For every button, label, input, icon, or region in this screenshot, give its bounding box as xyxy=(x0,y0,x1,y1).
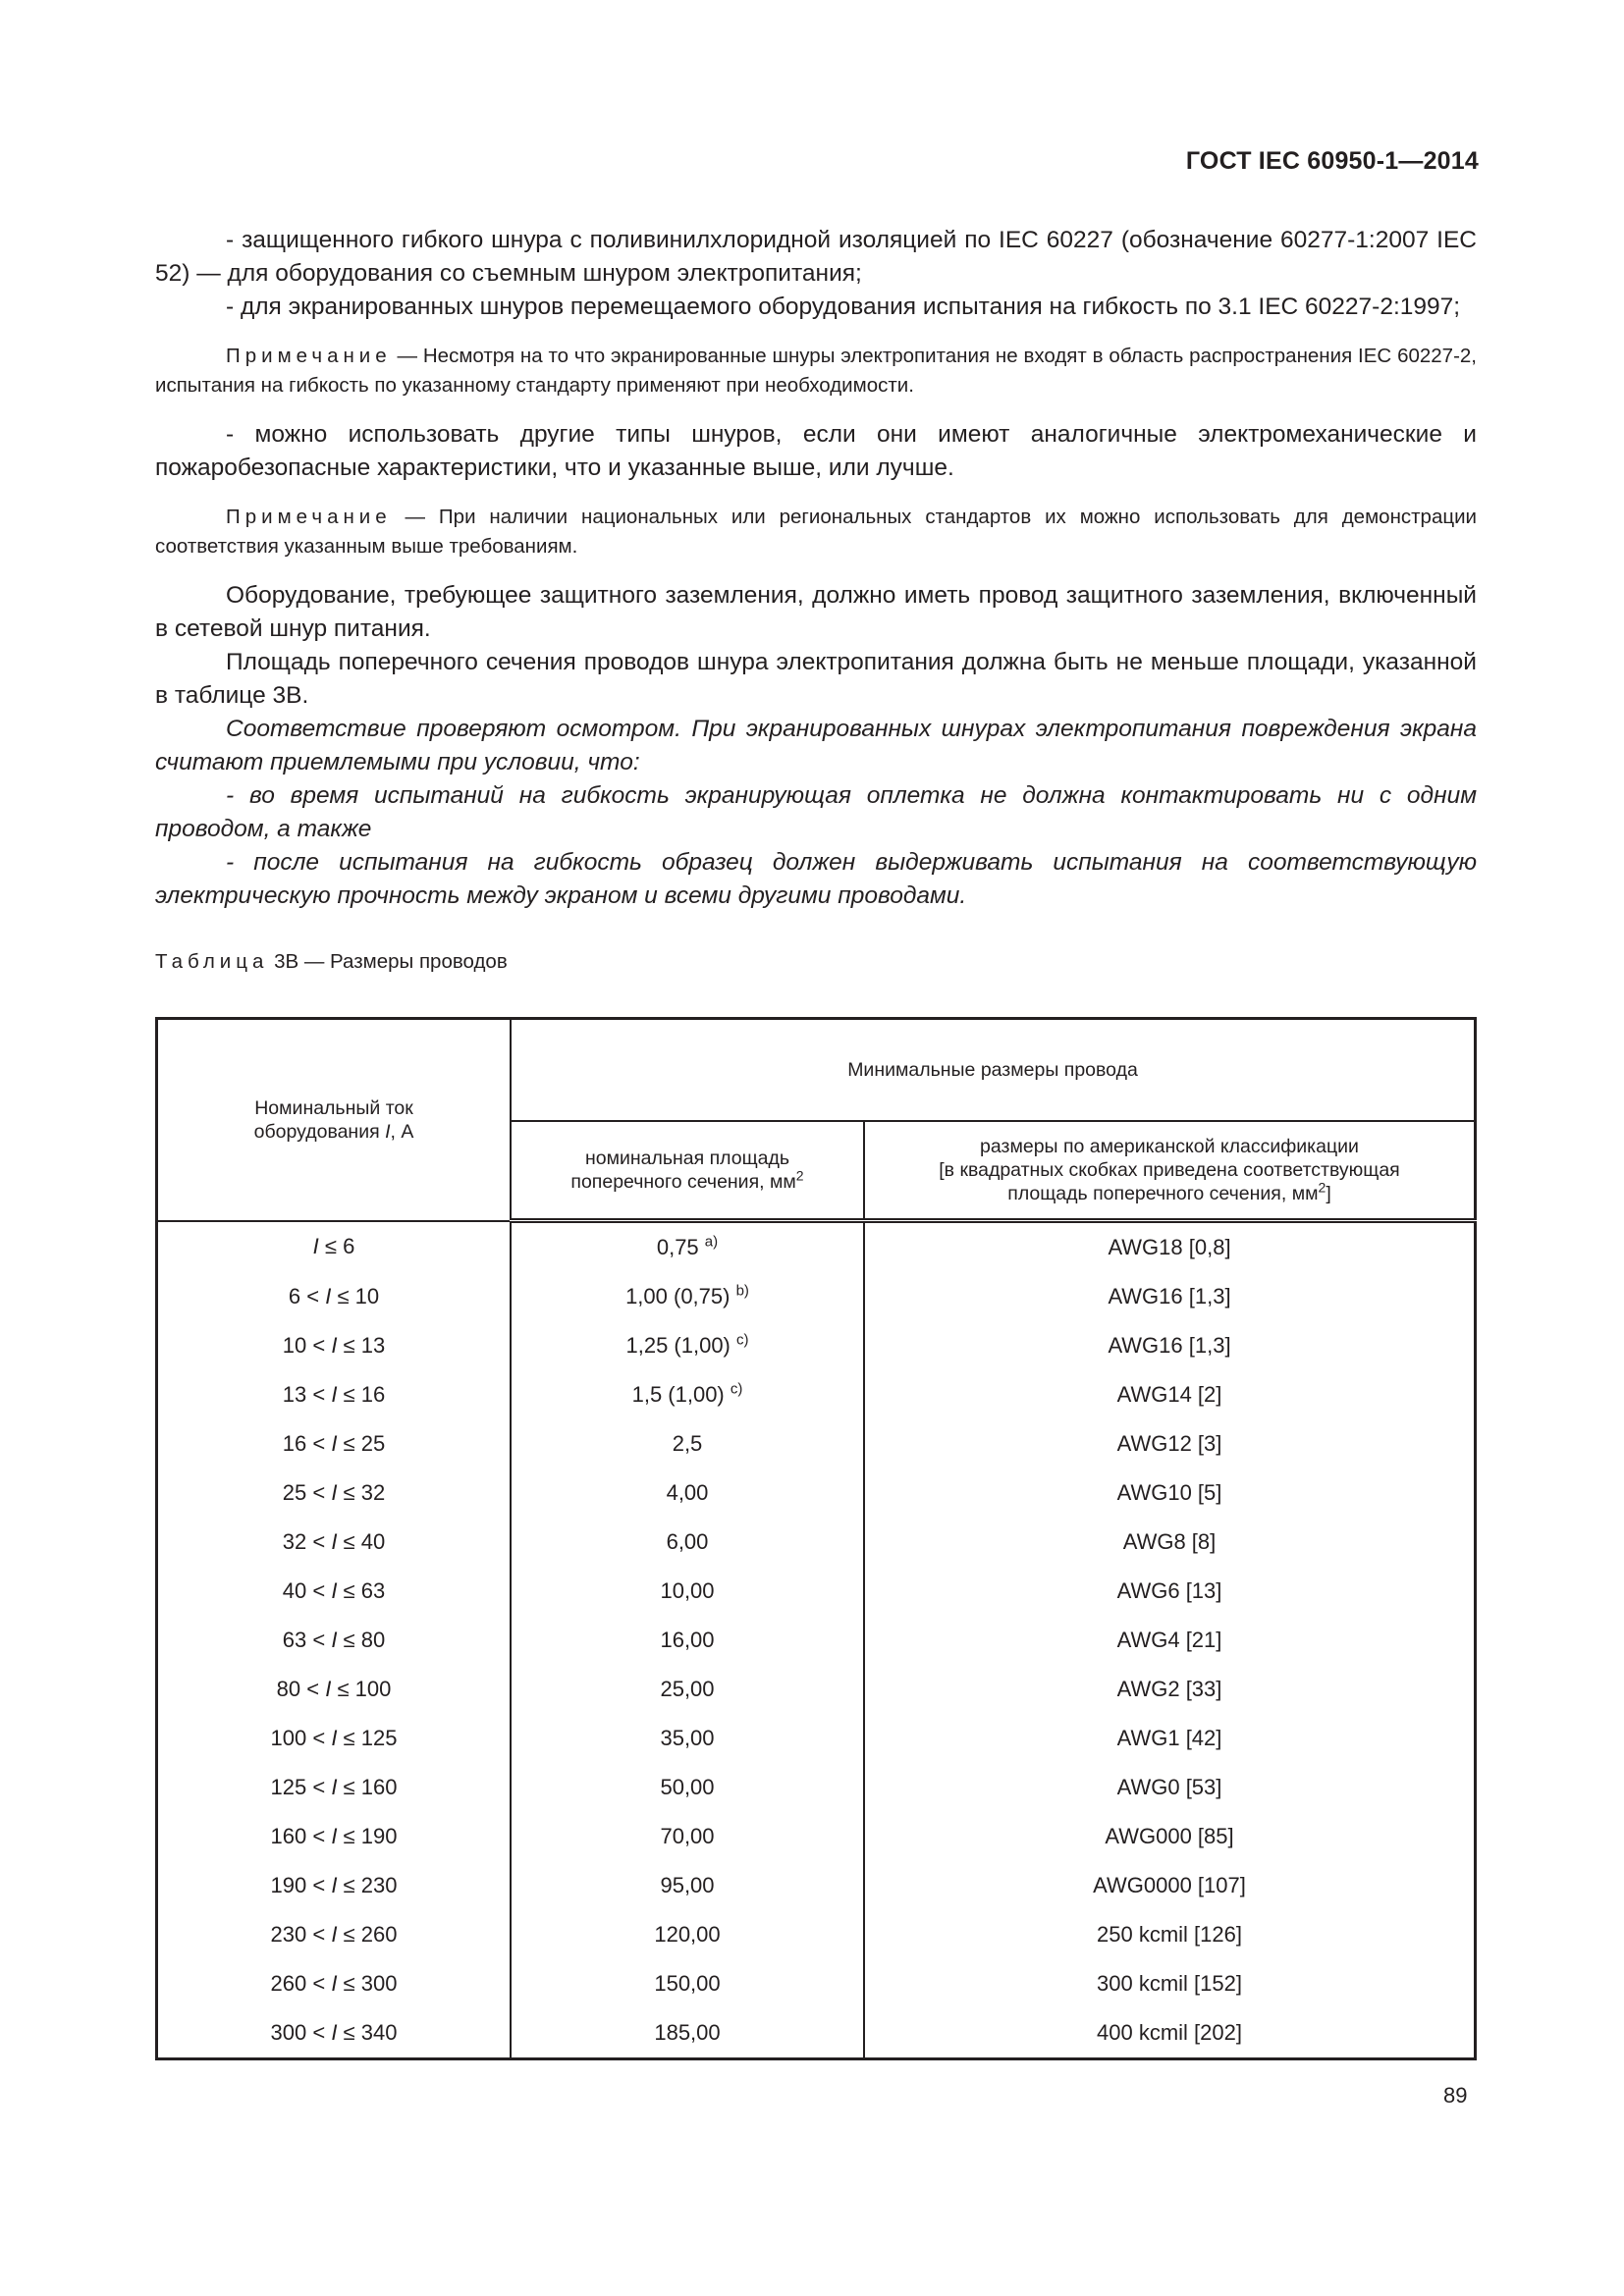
cell-nominal-area: 120,00 xyxy=(511,1910,864,1959)
cell-awg-size: AWG14 [2] xyxy=(864,1370,1476,1419)
note-text: — Несмотря на то что экранированные шнуры электропитания не входят в область распространения IEC 60227-2, испытания на гибкость по указанному стандарту применяют при необходимости. xyxy=(155,345,1477,397)
cell-awg-size: AWG16 [1,3] xyxy=(864,1272,1476,1321)
table-caption xyxy=(155,950,1477,974)
cell-current-range: 160 < I ≤ 190 xyxy=(157,1812,512,1861)
list-item-pvc-cord: - защищенного гибкого шнура с поливинилхлоридной изоляцией по IEC 60227 (обозначение 60277-1:2007 IEC 52) — для оборудования со съемным шнуром электропитания; xyxy=(155,227,1477,287)
note-2 xyxy=(155,503,1477,561)
cell-current-range: 125 < I ≤ 160 xyxy=(157,1763,512,1812)
cell-nominal-area: 70,00 xyxy=(511,1812,864,1861)
cell-nominal-area: 0,75 $^{a)}$ xyxy=(511,1221,864,1273)
note-text: — При наличии национальных или региональных стандартов их можно использовать для демонстрации соответствия указанным выше требованиям. xyxy=(155,506,1477,558)
document-header: ГОСТ IEC 60950-1—2014 xyxy=(1185,147,1479,175)
cell-nominal-area: 1,25 (1,00) $^{c)}$ xyxy=(511,1321,864,1370)
header-nominal-area: номинальная площадь поперечного сечения, $мм^2$ xyxy=(511,1121,864,1221)
cell-awg-size: AWG6 [13] xyxy=(864,1567,1476,1616)
cell-current-range: 40 < I ≤ 63 xyxy=(157,1567,512,1616)
cell-nominal-area: 2,5 xyxy=(511,1419,864,1468)
cell-awg-size: 250 kcmil [126] xyxy=(864,1910,1476,1959)
cell-nominal-area: 1,00 (0,75) $^{b)}$ xyxy=(511,1272,864,1321)
cell-awg-size: AWG10 [5] xyxy=(864,1468,1476,1518)
header-awg-sizes: размеры по американской классификации [в квадратных скобках приведена соответствующая площадь поперечного сечения, $мм^2$] xyxy=(864,1121,1476,1221)
cell-awg-size: AWG4 [21] xyxy=(864,1616,1476,1665)
header-rated-current: Номинальный ток оборудования I, А xyxy=(157,1019,512,1221)
table-row xyxy=(157,1567,1476,1616)
table-row xyxy=(157,1812,1476,1861)
table-row xyxy=(157,1714,1476,1763)
cell-current-range: 230 < I ≤ 260 xyxy=(157,1910,512,1959)
cell-awg-size: AWG000 [85] xyxy=(864,1812,1476,1861)
cell-nominal-area: 25,00 xyxy=(511,1665,864,1714)
compliance-paragraph: Соответствие проверяют осмотром. При экранированных шнурах электропитания повреждения экрана считают приемлемыми при условии, что: xyxy=(155,716,1477,775)
table-body xyxy=(157,1221,1476,2059)
cell-current-range: 6 < I ≤ 10 xyxy=(157,1272,512,1321)
cell-nominal-area: 95,00 xyxy=(511,1861,864,1910)
table-row xyxy=(157,1518,1476,1567)
table-row xyxy=(157,1763,1476,1812)
cell-awg-size: AWG12 [3] xyxy=(864,1419,1476,1468)
paragraph-cross-section: Площадь поперечного сечения проводов шнура электропитания должна быть не меньше площади, указанной в таблице 3В. xyxy=(155,649,1477,709)
cell-nominal-area: 150,00 xyxy=(511,1959,864,2008)
note-label: Примечание xyxy=(226,345,392,367)
page-body xyxy=(155,224,1477,974)
cell-current-range: 260 < I ≤ 300 xyxy=(157,1959,512,2008)
cell-nominal-area: 6,00 xyxy=(511,1518,864,1567)
compliance-item-2: - после испытания на гибкость образец должен выдерживать испытания на соответствующую электрическую прочность между экраном и всеми другими проводами. xyxy=(155,849,1477,909)
cell-awg-size: AWG18 [0,8] xyxy=(864,1221,1476,1273)
cell-current-range: 300 < I ≤ 340 xyxy=(157,2008,512,2059)
note-1 xyxy=(155,342,1477,400)
cell-current-range: 63 < I ≤ 80 xyxy=(157,1616,512,1665)
cell-nominal-area: 185,00 xyxy=(511,2008,864,2059)
cell-nominal-area: 16,00 xyxy=(511,1616,864,1665)
cell-current-range: 80 < I ≤ 100 xyxy=(157,1665,512,1714)
cell-awg-size: AWG16 [1,3] xyxy=(864,1321,1476,1370)
cell-current-range: 13 < I ≤ 16 xyxy=(157,1370,512,1419)
cell-awg-size: AWG2 [33] xyxy=(864,1665,1476,1714)
table-row xyxy=(157,1665,1476,1714)
table-row xyxy=(157,2008,1476,2059)
cell-awg-size: AWG0000 [107] xyxy=(864,1861,1476,1910)
table-row xyxy=(157,1221,1476,1273)
footnote-marker: b) xyxy=(735,1282,749,1300)
page-number: 89 xyxy=(1443,2083,1468,2108)
list-item-shielded-cords: - для экранированных шнуров перемещаемого оборудования испытания на гибкость по 3.1 IEC 60227-2:1997; xyxy=(226,294,1461,320)
table-row xyxy=(157,1861,1476,1910)
table-caption-label: Таблица xyxy=(155,950,269,973)
cell-nominal-area: 35,00 xyxy=(511,1714,864,1763)
paragraph-earthing: Оборудование, требующее защитного заземления, должно иметь провод защитного заземления, включенный в сетевой шнур питания. xyxy=(155,582,1477,642)
cell-current-range: 25 < I ≤ 32 xyxy=(157,1468,512,1518)
table-row xyxy=(157,1370,1476,1419)
footnote-marker: a) xyxy=(704,1233,719,1251)
table-row xyxy=(157,1616,1476,1665)
cell-awg-size: AWG8 [8] xyxy=(864,1518,1476,1567)
cell-awg-size: AWG1 [42] xyxy=(864,1714,1476,1763)
cell-nominal-area: 50,00 xyxy=(511,1763,864,1812)
table-row xyxy=(157,1419,1476,1468)
cell-current-range: 100 < I ≤ 125 xyxy=(157,1714,512,1763)
cell-awg-size: 400 kcmil [202] xyxy=(864,2008,1476,2059)
table-row xyxy=(157,1468,1476,1518)
cell-awg-size: 300 kcmil [152] xyxy=(864,1959,1476,2008)
cell-nominal-area: 4,00 xyxy=(511,1468,864,1518)
cell-nominal-area: 1,5 (1,00) $^{c)}$ xyxy=(511,1370,864,1419)
table-caption-text: 3В — Размеры проводов xyxy=(268,950,508,973)
table-row xyxy=(157,1959,1476,2008)
list-item-other-cords: - можно использовать другие типы шнуров, если они имеют аналогичные электромеханические и пожаробезопасные характеристики, что и указанные выше, или лучше. xyxy=(155,421,1477,481)
footnote-marker: c) xyxy=(736,1331,749,1349)
table-row xyxy=(157,1910,1476,1959)
table-row xyxy=(157,1321,1476,1370)
cell-awg-size: AWG0 [53] xyxy=(864,1763,1476,1812)
cell-current-range: 190 < I ≤ 230 xyxy=(157,1861,512,1910)
cell-current-range: 32 < I ≤ 40 xyxy=(157,1518,512,1567)
note-label: Примечание xyxy=(226,506,392,528)
cell-nominal-area: 10,00 xyxy=(511,1567,864,1616)
cell-current-range: 10 < I ≤ 13 xyxy=(157,1321,512,1370)
footnote-marker: c) xyxy=(730,1380,743,1398)
table-row xyxy=(157,1272,1476,1321)
header-min-wire-sizes: Минимальные размеры провода xyxy=(511,1019,1476,1122)
wire-sizes-table xyxy=(155,1017,1477,2060)
compliance-item-1: - во время испытаний на гибкость экранирующая оплетка не должна контактировать ни с одним проводом, а также xyxy=(155,782,1477,842)
cell-current-range: I ≤ 6 xyxy=(157,1221,512,1273)
cell-current-range: 16 < I ≤ 25 xyxy=(157,1419,512,1468)
